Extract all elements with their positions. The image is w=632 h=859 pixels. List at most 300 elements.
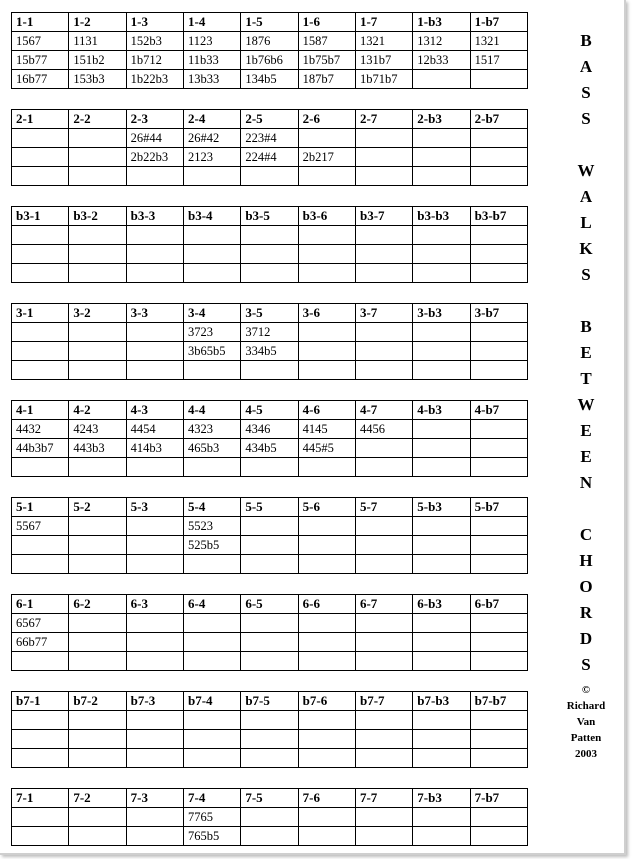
table-row — [12, 51, 528, 70]
table-cell — [126, 517, 183, 536]
table-cell — [126, 614, 183, 633]
table-cell — [126, 361, 183, 380]
table-cell — [470, 361, 527, 380]
header-cell: 7-1 — [12, 789, 69, 808]
table-cell — [355, 264, 412, 283]
table-cell — [69, 808, 126, 827]
table-row — [12, 70, 528, 89]
header-cell: 6-6 — [298, 595, 355, 614]
table-cell — [12, 226, 69, 245]
table-cell — [241, 711, 298, 730]
table-cell — [69, 167, 126, 186]
table-cell — [12, 129, 69, 148]
table-cell — [470, 323, 527, 342]
table-cell — [241, 167, 298, 186]
table-cell: 6567 — [12, 614, 69, 633]
chord-table-2 — [11, 109, 528, 186]
table-cell: 66b77 — [12, 633, 69, 652]
table-cell — [183, 458, 240, 477]
table-cell: 1b712 — [126, 51, 183, 70]
table-header-row — [12, 401, 528, 420]
header-cell: 3-3 — [126, 304, 183, 323]
table-cell — [12, 361, 69, 380]
table-cell — [241, 730, 298, 749]
header-cell: 7-6 — [298, 789, 355, 808]
header-cell: 1-4 — [183, 13, 240, 32]
table-row — [12, 614, 528, 633]
table-row — [12, 633, 528, 652]
header-cell: 1-1 — [12, 13, 69, 32]
table-cell — [12, 555, 69, 574]
header-cell: 6-7 — [355, 595, 412, 614]
table-row — [12, 458, 528, 477]
header-cell: 4-2 — [69, 401, 126, 420]
table-cell — [413, 730, 470, 749]
header-cell: 5-2 — [69, 498, 126, 517]
table-cell: 151b2 — [69, 51, 126, 70]
table-cell — [298, 652, 355, 671]
table-cell — [12, 536, 69, 555]
table-cell — [183, 730, 240, 749]
header-cell: 2-4 — [183, 110, 240, 129]
table-cell — [69, 652, 126, 671]
side-title-letter: E — [580, 343, 592, 362]
table-cell — [470, 226, 527, 245]
author-first-name: Richard — [566, 700, 606, 712]
table-cell: 153b3 — [69, 70, 126, 89]
table-cell: 134b5 — [241, 70, 298, 89]
header-cell: 7-2 — [69, 789, 126, 808]
side-title-letter: O — [579, 577, 593, 596]
table-cell — [355, 439, 412, 458]
table-cell — [298, 555, 355, 574]
table-cell — [470, 517, 527, 536]
table-cell: 11b33 — [183, 51, 240, 70]
table-cell — [241, 536, 298, 555]
table-row — [12, 808, 528, 827]
table-row — [12, 439, 528, 458]
table-cell — [355, 614, 412, 633]
header-cell: 1-2 — [69, 13, 126, 32]
table-row — [12, 245, 528, 264]
table-cell — [413, 70, 470, 89]
table-cell — [69, 342, 126, 361]
table-row — [12, 517, 528, 536]
table-cell — [413, 245, 470, 264]
table-cell — [413, 711, 470, 730]
table-cell: 1321 — [470, 32, 527, 51]
header-cell: 6-2 — [69, 595, 126, 614]
table-cell — [241, 749, 298, 768]
table-cell — [298, 167, 355, 186]
table-cell — [298, 458, 355, 477]
table-cell: 4323 — [183, 420, 240, 439]
table-cell — [470, 245, 527, 264]
table-cell — [126, 633, 183, 652]
table-cell — [470, 148, 527, 167]
header-cell: 3-b7 — [470, 304, 527, 323]
table-cell — [12, 323, 69, 342]
table-cell — [126, 555, 183, 574]
chord-table-7 — [11, 594, 528, 671]
table-cell — [470, 70, 527, 89]
table-cell — [241, 827, 298, 846]
table-cell — [69, 749, 126, 768]
table-cell — [12, 167, 69, 186]
table-cell — [470, 730, 527, 749]
table-row — [12, 361, 528, 380]
side-title-letter: A — [579, 57, 593, 76]
table-cell: 445#5 — [298, 439, 355, 458]
header-cell: 4-6 — [298, 401, 355, 420]
table-cell — [298, 808, 355, 827]
side-title-letter: A — [579, 187, 593, 206]
table-cell — [470, 167, 527, 186]
header-cell: 2-7 — [355, 110, 412, 129]
table-cell: 187b7 — [298, 70, 355, 89]
chord-table-9 — [11, 788, 528, 846]
table-cell — [298, 827, 355, 846]
side-title — [570, 28, 602, 678]
table-cell: 4432 — [12, 420, 69, 439]
table-row — [12, 226, 528, 245]
header-cell: b3-1 — [12, 207, 69, 226]
table-cell: 1b76b6 — [241, 51, 298, 70]
header-cell: 7-b7 — [470, 789, 527, 808]
table-cell — [126, 652, 183, 671]
table-cell: 7765 — [183, 808, 240, 827]
table-cell — [355, 652, 412, 671]
side-title-letter: S — [581, 265, 591, 284]
table-cell: 1321 — [355, 32, 412, 51]
table-cell — [183, 614, 240, 633]
table-cell: 1b75b7 — [298, 51, 355, 70]
table-cell — [355, 148, 412, 167]
table-cell: 1123 — [183, 32, 240, 51]
header-cell: 3-5 — [241, 304, 298, 323]
table-cell — [413, 148, 470, 167]
table-cell — [470, 808, 527, 827]
table-cell — [126, 245, 183, 264]
header-cell: b3-5 — [241, 207, 298, 226]
table-cell — [355, 342, 412, 361]
table-cell: 224#4 — [241, 148, 298, 167]
table-cell: 16b77 — [12, 70, 69, 89]
header-cell: 5-b3 — [413, 498, 470, 517]
table-cell — [69, 361, 126, 380]
header-cell: 2-3 — [126, 110, 183, 129]
table-cell — [298, 517, 355, 536]
header-cell: 7-4 — [183, 789, 240, 808]
table-cell: 5567 — [12, 517, 69, 536]
header-cell: 1-5 — [241, 13, 298, 32]
table-cell — [126, 458, 183, 477]
table-cell — [241, 517, 298, 536]
table-cell — [126, 730, 183, 749]
table-cell — [126, 711, 183, 730]
table-cell — [413, 827, 470, 846]
table-cell — [413, 129, 470, 148]
table-cell — [355, 129, 412, 148]
table-header-row — [12, 110, 528, 129]
side-title-letter: W — [577, 161, 595, 180]
table-row — [12, 536, 528, 555]
table-header-row — [12, 595, 528, 614]
table-cell: 3b65b5 — [183, 342, 240, 361]
table-cell — [69, 148, 126, 167]
table-cell — [69, 711, 126, 730]
table-cell — [183, 245, 240, 264]
table-cell: 3712 — [241, 323, 298, 342]
table-cell — [298, 245, 355, 264]
table-cell — [298, 614, 355, 633]
table-cell: 26#44 — [126, 129, 183, 148]
header-cell: b7-7 — [355, 692, 412, 711]
table-cell — [12, 264, 69, 283]
table-cell: 131b7 — [355, 51, 412, 70]
table-cell — [126, 827, 183, 846]
table-cell — [413, 439, 470, 458]
table-cell — [355, 323, 412, 342]
table-cell — [12, 652, 69, 671]
table-cell — [12, 827, 69, 846]
table-cell — [355, 730, 412, 749]
header-cell: 3-2 — [69, 304, 126, 323]
table-cell — [69, 226, 126, 245]
table-cell — [470, 420, 527, 439]
header-cell: b3-3 — [126, 207, 183, 226]
chord-table-3 — [11, 206, 528, 283]
table-cell — [298, 749, 355, 768]
table-cell: 12b33 — [413, 51, 470, 70]
table-cell — [69, 555, 126, 574]
header-cell: 5-5 — [241, 498, 298, 517]
credit-block — [548, 682, 624, 762]
table-cell — [12, 749, 69, 768]
table-row — [12, 148, 528, 167]
side-title-letter: E — [580, 421, 592, 440]
table-cell: 525b5 — [183, 536, 240, 555]
header-cell: 5-7 — [355, 498, 412, 517]
table-cell — [12, 342, 69, 361]
header-cell: 2-1 — [12, 110, 69, 129]
table-cell — [470, 458, 527, 477]
table-row — [12, 420, 528, 439]
table-header-row — [12, 13, 528, 32]
table-cell — [69, 827, 126, 846]
table-cell — [126, 264, 183, 283]
header-cell: 1-b3 — [413, 13, 470, 32]
table-cell — [470, 749, 527, 768]
table-cell — [69, 730, 126, 749]
table-cell — [413, 614, 470, 633]
table-cell — [413, 458, 470, 477]
header-cell: 2-b3 — [413, 110, 470, 129]
table-cell — [12, 148, 69, 167]
header-cell: b7-6 — [298, 692, 355, 711]
header-cell: 3-7 — [355, 304, 412, 323]
table-cell — [183, 226, 240, 245]
side-title-letter: C — [579, 525, 593, 544]
table-cell — [241, 614, 298, 633]
header-cell: 6-b3 — [413, 595, 470, 614]
table-cell — [470, 633, 527, 652]
table-cell: 2b22b3 — [126, 148, 183, 167]
header-cell: b3-6 — [298, 207, 355, 226]
header-cell: 6-3 — [126, 595, 183, 614]
header-cell: b7-1 — [12, 692, 69, 711]
header-cell: 4-4 — [183, 401, 240, 420]
table-cell — [126, 749, 183, 768]
table-cell — [12, 730, 69, 749]
header-cell: 1-7 — [355, 13, 412, 32]
header-cell: 4-b7 — [470, 401, 527, 420]
table-cell: 1517 — [470, 51, 527, 70]
header-cell: 3-b3 — [413, 304, 470, 323]
table-cell — [241, 245, 298, 264]
table-cell — [355, 711, 412, 730]
table-cell — [241, 361, 298, 380]
header-cell: 6-b7 — [470, 595, 527, 614]
table-cell — [470, 439, 527, 458]
table-cell — [413, 633, 470, 652]
table-cell — [470, 614, 527, 633]
header-cell: b7-b7 — [470, 692, 527, 711]
table-cell — [470, 827, 527, 846]
table-cell: 3723 — [183, 323, 240, 342]
table-cell — [355, 517, 412, 536]
table-cell — [413, 749, 470, 768]
table-cell: 434b5 — [241, 439, 298, 458]
table-cell — [69, 264, 126, 283]
header-cell: b7-3 — [126, 692, 183, 711]
table-cell — [12, 458, 69, 477]
table-cell — [413, 264, 470, 283]
side-title-letter: R — [579, 603, 593, 622]
table-row — [12, 749, 528, 768]
table-cell — [355, 827, 412, 846]
table-cell: 4243 — [69, 420, 126, 439]
table-cell — [413, 361, 470, 380]
header-cell: 4-3 — [126, 401, 183, 420]
header-cell: 2-5 — [241, 110, 298, 129]
table-cell — [12, 711, 69, 730]
header-cell: 5-3 — [126, 498, 183, 517]
table-cell — [126, 808, 183, 827]
credit-year: 2003 — [575, 748, 597, 760]
table-cell — [355, 808, 412, 827]
table-cell: 1b71b7 — [355, 70, 412, 89]
table-row — [12, 730, 528, 749]
table-row — [12, 555, 528, 574]
header-cell: 3-1 — [12, 304, 69, 323]
table-cell — [183, 361, 240, 380]
header-cell: b7-5 — [241, 692, 298, 711]
table-row — [12, 652, 528, 671]
side-title-letter: W — [577, 395, 595, 414]
table-cell — [183, 264, 240, 283]
table-cell: 44b3b7 — [12, 439, 69, 458]
header-cell: 4-b3 — [413, 401, 470, 420]
table-cell — [12, 808, 69, 827]
table-cell — [298, 226, 355, 245]
table-cell: 1b22b3 — [126, 70, 183, 89]
side-title-letter: B — [580, 317, 592, 336]
header-cell: 3-4 — [183, 304, 240, 323]
table-cell: 465b3 — [183, 439, 240, 458]
copyright-symbol: © — [581, 684, 591, 696]
table-cell — [183, 167, 240, 186]
table-cell: 1312 — [413, 32, 470, 51]
table-cell: 26#42 — [183, 129, 240, 148]
table-cell — [126, 342, 183, 361]
chord-table-4 — [11, 303, 528, 380]
table-cell — [355, 555, 412, 574]
table-cell — [69, 536, 126, 555]
header-cell: 1-b7 — [470, 13, 527, 32]
chord-table-8 — [11, 691, 528, 768]
header-cell: b7-4 — [183, 692, 240, 711]
table-cell: 765b5 — [183, 827, 240, 846]
header-cell: 6-1 — [12, 595, 69, 614]
table-cell: 152b3 — [126, 32, 183, 51]
header-cell: b3-b3 — [413, 207, 470, 226]
table-cell — [413, 652, 470, 671]
table-row — [12, 711, 528, 730]
header-cell: 6-5 — [241, 595, 298, 614]
table-header-row — [12, 789, 528, 808]
side-title-letter: N — [579, 473, 593, 492]
table-row — [12, 323, 528, 342]
header-cell: 5-6 — [298, 498, 355, 517]
table-cell — [126, 536, 183, 555]
table-cell — [298, 264, 355, 283]
table-cell: 1131 — [69, 32, 126, 51]
table-cell: 1567 — [12, 32, 69, 51]
table-cell: 4346 — [241, 420, 298, 439]
table-cell — [126, 323, 183, 342]
table-cell — [355, 749, 412, 768]
table-cell — [470, 652, 527, 671]
table-cell — [69, 614, 126, 633]
side-title-letter: L — [580, 213, 592, 232]
table-header-row — [12, 692, 528, 711]
header-cell: b7-2 — [69, 692, 126, 711]
header-cell: 5-4 — [183, 498, 240, 517]
table-cell — [470, 536, 527, 555]
table-cell — [413, 808, 470, 827]
side-title-letter: B — [580, 31, 592, 50]
table-cell — [470, 264, 527, 283]
table-cell — [69, 323, 126, 342]
table-cell: 5523 — [183, 517, 240, 536]
table-cell: 2123 — [183, 148, 240, 167]
table-cell — [298, 711, 355, 730]
table-cell — [355, 167, 412, 186]
author-name-part-1: Van — [576, 716, 596, 728]
header-cell: 1-3 — [126, 13, 183, 32]
table-cell — [413, 420, 470, 439]
table-cell — [298, 323, 355, 342]
side-title-letter: K — [579, 239, 593, 258]
side-title-letter: S — [581, 655, 591, 674]
header-cell: 4-7 — [355, 401, 412, 420]
chord-table-6 — [11, 497, 528, 574]
table-cell — [470, 555, 527, 574]
table-cell — [355, 226, 412, 245]
table-header-row — [12, 207, 528, 226]
table-cell: 4145 — [298, 420, 355, 439]
